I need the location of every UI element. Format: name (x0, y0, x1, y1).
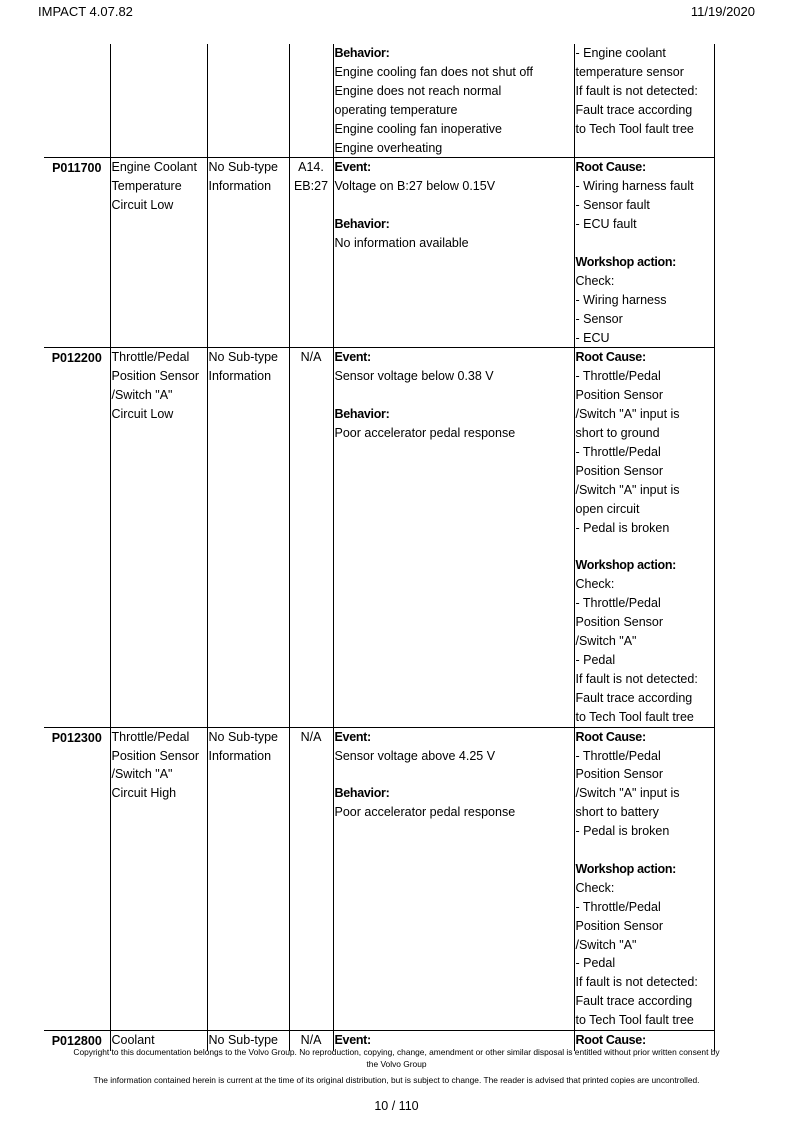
text-line: to Tech Tool fault tree (575, 709, 694, 724)
text-line: Fault trace according (575, 690, 693, 705)
text-line: - Throttle/Pedal (575, 369, 661, 384)
pin-ref-cell (289, 727, 333, 1030)
pin-ref-line: N/A (300, 1033, 322, 1048)
fault-name-line: Coolant (111, 1033, 155, 1048)
text-line: Check: (575, 880, 615, 895)
section-heading: Workshop action: (575, 558, 677, 573)
event-behavior-cell (333, 348, 574, 727)
page-number: 10 / 110 (374, 1099, 419, 1113)
fault-subtype-cell (207, 158, 289, 348)
text-line: Position Sensor (575, 615, 664, 630)
section-heading: Behavior: (334, 46, 390, 60)
section-heading: Behavior: (334, 786, 390, 801)
fault-subtype-cell (207, 727, 289, 1030)
header-date: 11/19/2020 (690, 4, 755, 19)
fault-code-table (44, 44, 715, 1051)
text-line: Voltage on B:27 below 0.15V (334, 179, 496, 194)
section-heading: Event: (334, 160, 371, 175)
text-line: Position Sensor (575, 918, 664, 933)
fault-name-line: Position Sensor (111, 748, 200, 763)
pin-ref-cell (289, 44, 333, 158)
text-line: - Wiring harness (575, 292, 667, 307)
text-line: - Sensor fault (575, 198, 650, 213)
spacer (335, 386, 573, 405)
fault-name-line: Circuit Low (111, 407, 174, 422)
fault-name-line: Throttle/Pedal (111, 350, 190, 365)
section-heading: Event: (334, 1033, 371, 1048)
text-line: - Throttle/Pedal (575, 445, 661, 460)
section-heading: Root Cause: (575, 1033, 646, 1048)
text-line: Poor accelerator pedal response (334, 805, 516, 820)
pin-ref-line: A14. (298, 160, 324, 175)
spacer (335, 196, 573, 215)
copyright-line-1: Copyright to this documentation belongs to the Volvo Group. No reproduction, copying, change, amendment or other similar disposal is entitled without prior written consent by (73, 1047, 720, 1057)
text-line: - Sensor (575, 311, 623, 326)
text-line: Check: (575, 273, 615, 288)
text-line: If fault is not detected: (575, 671, 698, 686)
fault-code: P012800 (44, 1031, 110, 1051)
pin-ref-cell (289, 348, 333, 727)
text-line: short to battery (575, 805, 659, 820)
text-line: /Switch "A" input is (575, 407, 680, 422)
text-line: Position Sensor (575, 767, 664, 782)
section-heading: Workshop action: (575, 861, 677, 876)
spacer (335, 765, 573, 784)
text-line: Sensor voltage above 4.25 V (334, 748, 496, 763)
text-line: Fault trace according (575, 102, 693, 117)
fault-subtype-line: No Sub-type (208, 350, 278, 365)
text-line: Position Sensor (575, 463, 664, 478)
text-line: /Switch "A" input is (575, 786, 680, 801)
section-heading: Root Cause: (575, 729, 646, 744)
text-line: No information available (334, 236, 469, 251)
fault-name-line: Circuit Low (111, 198, 174, 213)
fault-subtype-line: No Sub-type (208, 729, 278, 744)
pin-ref-line: N/A (300, 350, 322, 365)
root-cause-action-cell (574, 44, 714, 158)
text-line: - Throttle/Pedal (575, 899, 661, 914)
text-line: - Pedal is broken (575, 824, 670, 839)
fault-name-line: Temperature (111, 179, 182, 194)
text-line: Engine cooling fan inoperative (334, 121, 502, 136)
fault-name-cell (110, 158, 207, 348)
event-behavior-cell (333, 158, 574, 348)
text-line: operating temperature (334, 102, 458, 117)
text-line: temperature sensor (575, 64, 684, 79)
text-line: /Switch "A" input is (575, 482, 680, 497)
text-line: - Wiring harness fault (575, 179, 694, 194)
fault-code: P012200 (44, 348, 110, 727)
section-heading: Behavior: (334, 217, 390, 232)
spacer (576, 538, 713, 557)
text-line: - ECU fault (575, 217, 637, 232)
root-cause-action-cell (574, 348, 714, 727)
section-heading: Event: (334, 729, 371, 744)
text-line: - Pedal (575, 652, 616, 667)
header-left: IMPACT 4.07.82 (38, 4, 133, 19)
fault-code: P011700 (44, 158, 110, 348)
text-line: - Throttle/Pedal (575, 596, 661, 611)
text-line: Fault trace according (575, 994, 693, 1009)
event-behavior-cell (333, 44, 574, 158)
spacer (576, 234, 713, 253)
text-line: /Switch "A" (575, 634, 637, 649)
fault-subtype-cell (207, 44, 289, 158)
fault-subtype-line: No Sub-type (208, 1033, 278, 1048)
text-line: Poor accelerator pedal response (334, 426, 516, 441)
section-heading: Behavior: (334, 407, 390, 422)
text-line: Engine overheating (334, 140, 443, 155)
fault-name-line: Throttle/Pedal (111, 729, 190, 744)
fault-subtype-line: Information (208, 369, 272, 384)
root-cause-action-cell (574, 727, 714, 1030)
spacer (576, 841, 713, 860)
text-line: Sensor voltage below 0.38 V (334, 369, 494, 384)
section-heading: Event: (334, 350, 371, 365)
text-line: open circuit (575, 501, 640, 516)
table-row (44, 44, 714, 158)
fault-name-cell (110, 348, 207, 727)
text-line: Engine cooling fan does not shut off (334, 64, 534, 79)
pin-ref-cell (289, 158, 333, 348)
event-behavior-cell (333, 727, 574, 1030)
text-line: - Pedal is broken (575, 520, 670, 535)
fault-name-cell (110, 727, 207, 1030)
fault-name-line: /Switch "A" (111, 767, 173, 782)
text-line: Engine does not reach normal (334, 83, 502, 98)
pin-ref-line: EB:27 (293, 179, 329, 194)
section-heading: Workshop action: (575, 254, 677, 269)
text-line: to Tech Tool fault tree (575, 1013, 694, 1028)
text-line: If fault is not detected: (575, 975, 698, 990)
text-line: Check: (575, 577, 615, 592)
fault-code: P012300 (44, 727, 110, 1030)
fault-name-line: Engine Coolant (111, 160, 197, 175)
text-line: - Engine coolant (575, 46, 666, 60)
fault-code (44, 44, 110, 158)
section-heading: Root Cause: (575, 160, 646, 175)
copyright-notice (0, 1046, 793, 1070)
text-line: /Switch "A" (575, 937, 637, 952)
table-row (44, 158, 714, 348)
text-line: - ECU (575, 330, 610, 345)
distribution-notice: The information contained herein is current at the time of its original distribution, but is subject to change. The reader is advised that printed copies are uncontrolled. (93, 1075, 700, 1085)
table-row (44, 727, 714, 1030)
fault-subtype-line: Information (208, 748, 272, 763)
text-line: - Throttle/Pedal (575, 748, 661, 763)
fault-name-line: Position Sensor (111, 369, 200, 384)
section-heading: Root Cause: (575, 350, 646, 365)
text-line: to Tech Tool fault tree (575, 121, 694, 136)
text-line: If fault is not detected: (575, 83, 698, 98)
pin-ref-line: N/A (300, 729, 322, 744)
table-row (44, 348, 714, 727)
text-line: short to ground (575, 426, 660, 441)
copyright-line-2: the Volvo Group (366, 1059, 427, 1069)
fault-subtype-line: No Sub-type (208, 160, 278, 175)
fault-name-line: /Switch "A" (111, 388, 173, 403)
fault-name-line: Circuit High (111, 786, 177, 801)
fault-subtype-line: Information (208, 179, 272, 194)
fault-subtype-cell (207, 348, 289, 727)
root-cause-action-cell (574, 158, 714, 348)
text-line: Position Sensor (575, 388, 664, 403)
text-line: - Pedal (575, 956, 616, 971)
fault-name-cell (110, 44, 207, 158)
